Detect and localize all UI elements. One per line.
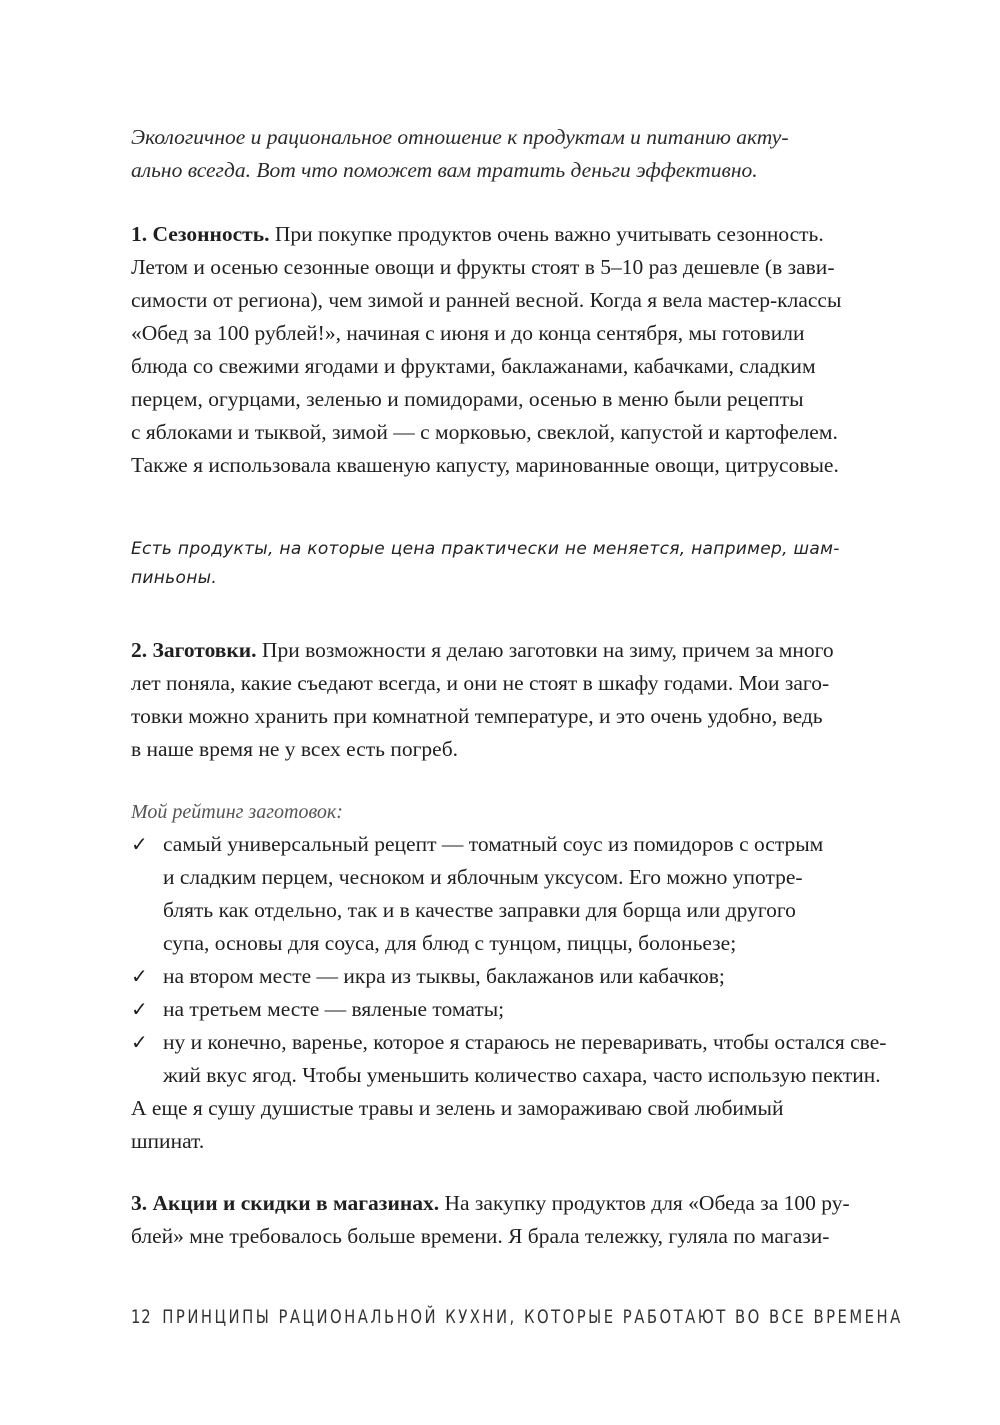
section1-line-7: с яблоками и тыквой, зимой — с морковью, свеклой, капустой и картофелем. [131,420,838,444]
intro-line-1: Экологичное и рациональное отношение к продуктам и питанию акту- [131,125,789,149]
section1-heading: 1. Сезонность. [131,222,270,246]
check-icon: ✓ [131,997,148,1021]
note-line-1: Есть продукты, на которые цена практически не меняется, например, шам- [131,539,840,559]
section1-line-4: «Обед за 100 рублей!», начиная с июня и до конца сентября, мы готовили [131,321,805,345]
rating-item-3-line-1: на третьем месте — вяленые томаты; [163,997,505,1021]
check-icon: ✓ [131,964,148,988]
check-icon: ✓ [131,1030,148,1054]
rating-item-1-line-3: блять как отдельно, так и в качестве заправки для борща или другого [163,898,796,922]
rating-item-2-line-1: на втором месте — икра из тыквы, баклажанов или кабачков; [163,964,725,988]
rating-title: Мой рейтинг заготовок: [131,801,343,823]
intro-line-2: ально всегда. Вот что поможет вам тратить деньги эффективно. [131,158,758,182]
section2-heading: 2. Заготовки. [131,638,257,662]
rating-item-4-line-2: жий вкус ягод. Чтобы уменьшить количество сахара, часто использую пектин. [163,1063,881,1087]
rating-item-4-line-1: ну и конечно, варенье, которое я стараюсь не переваривать, чтобы остался све- [163,1030,887,1054]
page-footer [131,1306,903,1328]
rating-item-1-line-2: и сладким перцем, чесноком и яблочным уксусом. Его можно употре- [163,865,803,889]
section1-line-3: симости от региона), чем зимой и ранней весной. Когда я вела мастер-классы [131,288,842,312]
section3-line-1 [131,1187,850,1220]
section3-first-line: На закупку продуктов для «Обеда за 100 ру- [439,1191,850,1215]
section2-first-line: При возможности я делаю заготовки на зиму, причем за много [256,638,834,662]
section1-line-6: перцем, огурцами, зеленью и помидорами, осенью в меню были рецепты [131,387,804,411]
section2-line-3: товки можно хранить при комнатной температуре, и это очень удобно, ведь [131,704,823,728]
check-icon: ✓ [131,832,148,856]
section2-line-2: лет поняла, какие съедают всегда, и они не стоят в шкафу годами. Мои заго- [131,671,830,695]
rating-item-1-line-1: самый универсальный рецепт — томатный соус из помидоров с острым [163,832,824,856]
rating-item-1-line-4: супа, основы для соуса, для блюд с тунцом, пиццы, болоньезе; [163,931,737,955]
section3-heading: 3. Акции и скидки в магазинах. [131,1191,440,1215]
section1-line-1 [131,218,824,251]
section1-line-5: блюда со свежими ягодами и фруктами, баклажанами, кабачками, сладким [131,354,816,378]
section2-line-1 [131,634,834,667]
section2-line-4: в наше время не у всех есть погреб. [131,737,459,761]
running-title: ПРИНЦИПЫ РАЦИОНАЛЬНОЙ КУХНИ, КОТОРЫЕ РАБОТАЮТ ВО ВСЕ ВРЕМЕНА [162,1306,903,1328]
rating-after-line-1: А еще я сушу душистые травы и зелень и замораживаю свой любимый [131,1096,784,1120]
section1-line-8: Также я использовала квашеную капусту, маринованные овощи, цитрусовые. [131,453,839,477]
rating-after-line-2: шпинат. [131,1129,205,1153]
section1-line-2: Летом и осенью сезонные овощи и фрукты стоят в 5–10 раз дешевле (в зави- [131,255,835,279]
page-number: 12 [131,1306,152,1328]
note-line-2: пиньоны. [131,568,218,588]
section3-line-2: блей» мне требовалось больше времени. Я брала тележку, гуляла по магази- [131,1224,830,1248]
section1-first-line: При покупке продуктов очень важно учитывать сезонность. [269,222,824,246]
